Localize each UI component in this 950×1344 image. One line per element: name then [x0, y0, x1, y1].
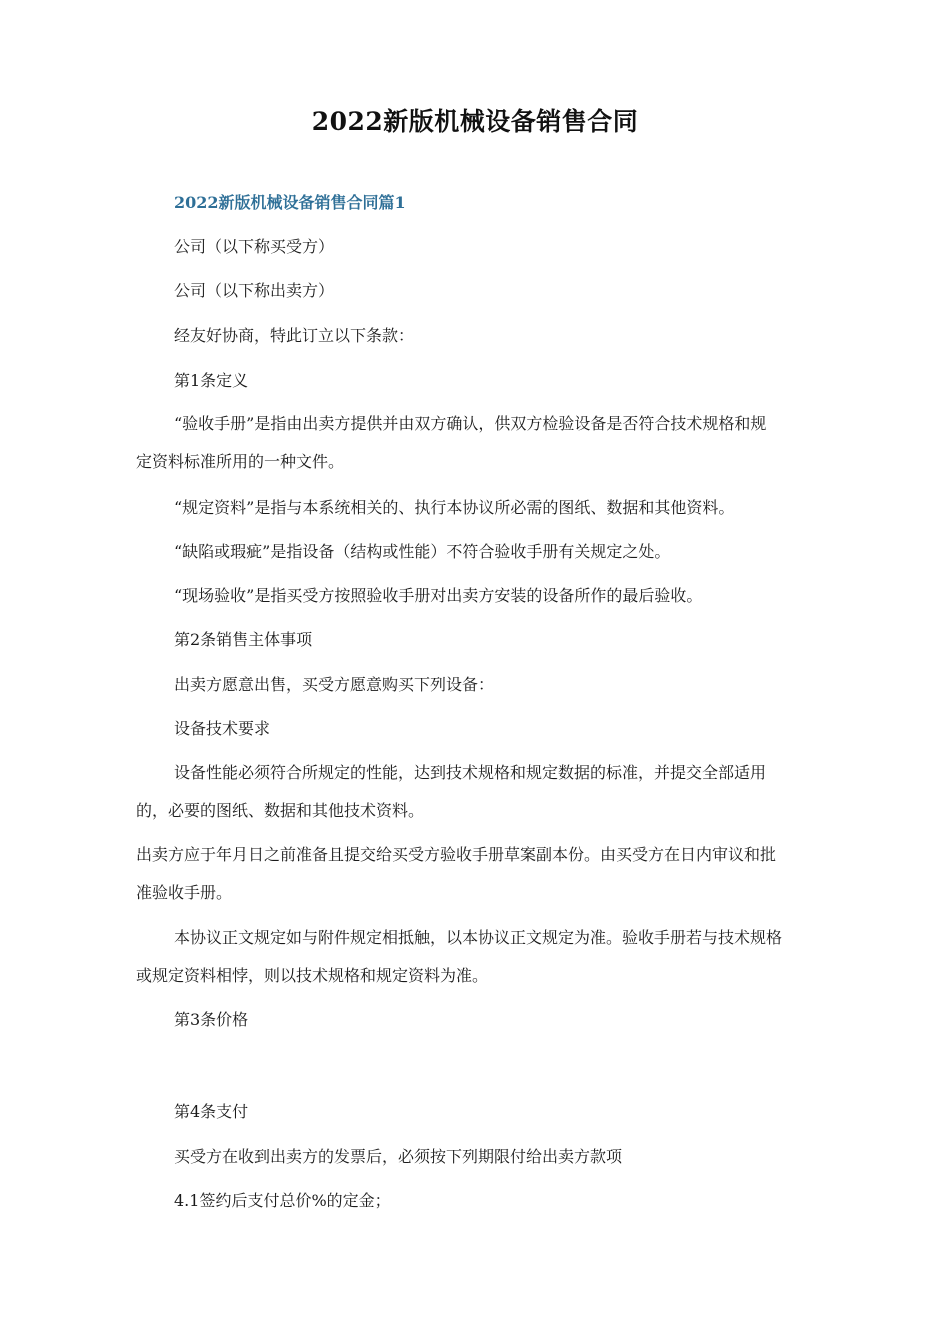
document-title: 2022新版机械设备销售合同 — [311, 107, 639, 136]
paragraph-performance-line1: 设备性能必须符合所规定的性能，达到技术规格和规定数据的标准，并提交全部适用 — [174, 763, 767, 782]
definition-defects: “缺陷或瑕疵”是指设备（结构或性能）不符合验收手册有关规定之处。 — [174, 542, 671, 561]
article-4-heading: 第4条支付 — [174, 1102, 249, 1121]
paragraph-manual-draft-line2: 准验收手册。 — [136, 883, 233, 902]
definition-manual-line2: 定资料标准所用的一种文件。 — [136, 452, 345, 471]
paragraph-tech-requirements: 设备技术要求 — [174, 719, 271, 738]
article-2-heading: 第2条销售主体事项 — [174, 630, 313, 649]
article-1-heading: 第1条定义 — [174, 371, 249, 390]
paragraph-precedence-line2: 或规定资料相悖，则以技术规格和规定资料为准。 — [136, 966, 489, 985]
paragraph-buyer: 公司（以下称买受方） — [174, 237, 335, 256]
definition-site-acceptance: “现场验收”是指买受方按照验收手册对出卖方安装的设备所作的最后验收。 — [174, 586, 703, 605]
paragraph-sale-intent: 出卖方愿意出售，买受方愿意购买下列设备： — [174, 675, 495, 694]
paragraph-seller: 公司（以下称出卖方） — [174, 281, 335, 300]
definition-materials: “规定资料”是指与本系统相关的、执行本协议所必需的图纸、数据和其他资料。 — [174, 498, 735, 517]
paragraph-manual-draft-line1: 出卖方应于年月日之前准备且提交给买受方验收手册草案副本份。由买受方在日内审议和批 — [136, 845, 777, 864]
paragraph-performance-line2: 的，必要的图纸、数据和其他技术资料。 — [136, 801, 425, 820]
paragraph-precedence-line1: 本协议正文规定如与附件规定相抵触，以本协议正文规定为准。验收手册若与技术规格 — [174, 928, 783, 947]
article-3-heading: 第3条价格 — [174, 1010, 249, 1029]
paragraph-payment-terms: 买受方在收到出卖方的发票后，必须按下列期限付给出卖方款项 — [174, 1147, 623, 1166]
paragraph-intro: 经友好协商，特此订立以下条款： — [174, 326, 415, 345]
definition-manual-line1: “验收手册”是指由出卖方提供并由双方确认，供双方检验设备是否符合技术规格和规 — [174, 414, 767, 433]
section-heading: 2022新版机械设备销售合同篇1 — [174, 193, 406, 212]
paragraph-deposit: 4.1签约后支付总价%的定金； — [174, 1191, 391, 1210]
